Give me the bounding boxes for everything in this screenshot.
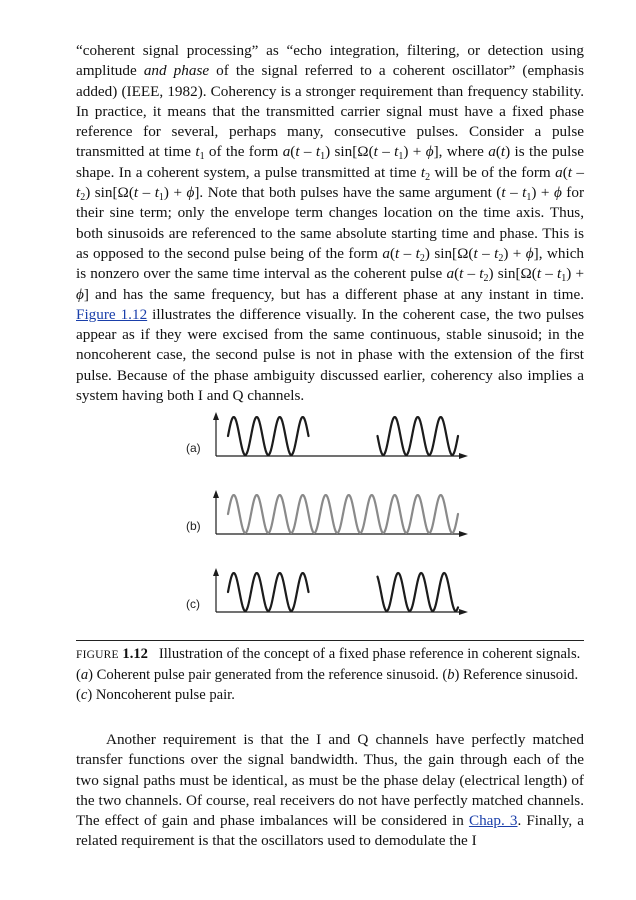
body-paragraph-1: “coherent signal processing” as “echo integration, filtering, or detection using amplitude and phase of the signal referred to a coherent oscillator” (emphasis added) (IEEE, 1982). Coherency is a stronger requirement than frequency stability. In practice, it means that the transmitted carrier signal must have a fixed phase reference for several, perhaps many, consecutive pulses. Consider a pulse transmitted at time $t_1$ of the form $a(t - t_1)$ $\sin[\Omega(t - t_1) + \phi]$, where a(t) is the pulse shape. In a coherent system, a pulse transmitted at time $t_2$ will be of the form $a(t - t_2)$ $\sin[\Omega(t - t_1) + \phi]$. Note that both pulses have the same argument $(t - t_1) + \phi$ for their sine term; only the envelope term changes location on the time axis. Thus, both sinusoids are referenced to the same absolute starting time and phase. This is as opposed to the second pulse being of the form $a(t - t_2)$ $\sin[\Omega(t - t_2) + \phi]$, which is nonzero over the same time interval as the coherent pulse $a(t - t_2)$ $\sin[\Omega(t - t_1) + \phi]$ and has the same frequency, but has a different phase at any instant in time. Figure 1.12 illustrates the difference visually. In the coherent case, the two pulses appear as if they were excised from the same continuous, stable sinusoid; in the noncoherent case, the second pulse is not in phase with the extension of the first pulse. Because of the phase ambiguity discussed earlier, coherency also implies a system having both I and Q channels. <box>76 42 585 405</box>
figure-caption: FIGURE 1.12 Illustration of the concept of a fixed phase reference in coherent signals. (a) Coherent pulse pair generated from the reference sinusoid. (b) Reference sinusoid. (c) Noncoherent pulse pair. <box>76 646 581 703</box>
panel-a-label: (a) <box>186 441 201 455</box>
panel-b-y-arrow <box>213 490 219 498</box>
caption-rule <box>76 640 584 641</box>
panel-c-label: (c) <box>186 597 200 611</box>
chap-3-link[interactable]: Chap. 3 <box>468 812 518 830</box>
panel-a-pulse-2 <box>378 417 459 455</box>
panel-c-y-arrow <box>213 568 219 576</box>
panel-b-label: (b) <box>186 519 201 533</box>
panel-c <box>186 568 468 615</box>
body-paragraph-2: Another requirement is that the I and Q channels have perfectly matched transfer functions over the signal bandwidth. Thus, the gain through each of the two signal paths must be identical, as must be the phase delay (electrical length) of the two channels. Of course, real receivers do not have perfectly matched channels. The effect of gain and phase imbalances will be considered in Chap. 3. Finally, a related requirement is that the oscillators used to demodulate the I <box>76 731 585 850</box>
panel-b-x-arrow <box>459 531 468 537</box>
panel-c-x-arrow <box>459 609 468 615</box>
panel-c-pulse-2 <box>378 573 459 611</box>
panel-a-y-arrow <box>213 412 219 420</box>
figure-1-12 <box>176 408 476 630</box>
figure-1-12-link[interactable]: Figure 1.12 <box>76 305 148 323</box>
panel-a-x-arrow <box>459 453 468 459</box>
panel-a-pulse-1 <box>228 417 309 455</box>
panel-c-pulse-1 <box>228 573 309 611</box>
panel-a <box>186 412 468 459</box>
panel-b <box>186 490 468 537</box>
panel-b-reference-sinusoid <box>228 495 458 533</box>
